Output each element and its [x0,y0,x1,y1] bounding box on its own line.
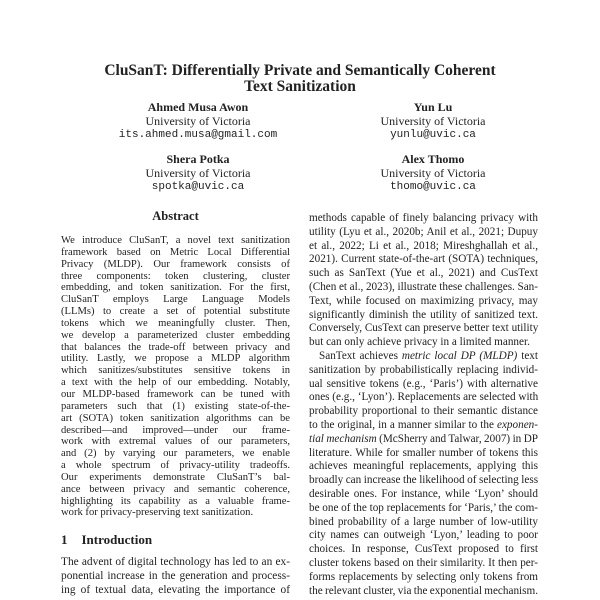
author-affiliation: University of Victoria [380,166,486,180]
text-line: methods capable of finely balancing privacy with [309,212,538,224]
text-line: ance between privacy and semantic coherence, [61,483,290,495]
author-email: yunlu@uvic.ca [390,129,476,141]
text-line: Conversely, CusText can preserve better text utility [309,322,539,335]
text-line: ing of textual data, elevating the importance of [61,583,290,596]
text-line: a whole spectrum of privacy-utility tradeoffs. [61,460,290,472]
text-line: The advent of digital technology has led to an ex- [61,556,290,568]
text-line: significantly diminish the utility of sanitized text. [309,308,538,321]
text-line: CluSanT employs Large Language Models [61,294,290,306]
author-email: thomo@uvic.ca [390,181,476,193]
text-span: text [517,349,538,362]
right-column-body [309,212,538,598]
text-line: tokens which we meaningfully cluster. Then, [61,317,290,329]
text-line: but can only achieve privacy in a limited manner. [309,336,530,349]
author-block [88,152,308,194]
author-name: Shera Potka [166,152,230,166]
section-heading [61,532,290,547]
text-line: and (2) by varying our parameters, we enable [61,448,290,460]
italic-term: exponen- [497,418,538,431]
text-line: ponential increase in the generation and process- [61,569,290,582]
author-name: Ahmed Musa Awon [147,100,249,114]
author-affiliation: University of Victoria [145,114,251,128]
text-line [309,350,538,364]
text-line: (LLMs) to create a set of potential substitute [61,306,290,318]
text-line: a text with the help of our embedding. Notably, [61,377,290,389]
paper-title-line-1: CluSanT: Differentially Private and Semantically Coherent [104,62,496,79]
text-line: our MLDP-based framework can be tuned with [61,388,290,400]
italic-term: tial mechanism [309,432,377,445]
author-affiliation: University of Victoria [380,114,486,128]
text-line: parameters such that (1) existing state-of-the- [61,400,290,412]
author-block [323,152,543,194]
section-number: 1 [61,532,68,547]
text-line: sanitization by probabilistically replacing individ- [309,363,538,376]
text-line: broadly can increase the likelihood of selecting less [309,474,539,487]
text-line: framework based on Metric Local Differential [61,246,290,258]
text-span: SanText achieves [319,349,402,362]
intro-body [61,556,290,597]
text-line [309,433,538,447]
text-line: Text, while focused on maximizing privacy, may [309,294,538,307]
text-line: described—and improved—under our frame- [61,424,290,436]
author-name: Yun Lu [413,100,453,114]
text-line: work with extremal values of our parameters, [61,436,290,448]
text-line: cluster tokens based on their similarity. It then per- [309,556,538,569]
text-line: work for privacy-preserving text sanitization. [61,507,254,519]
text-line: utility (Lyu et al., 2020b; Anil et al., 2021; Dupuy [309,225,538,238]
italic-term: metric local DP (MLDP) [401,349,518,362]
abstract-heading: Abstract [152,209,199,223]
text-line: probability proportional to their semantic distance [309,405,538,418]
text-line: three components: token clustering, cluster [61,270,290,282]
author-affiliation: University of Victoria [145,166,251,180]
text-line: bined probability of a large number of low-utility [309,515,538,528]
text-line: achieves meaningful replacements, applying this [309,460,538,473]
text-line: embedding, and token sanitization. For the first, [61,282,290,294]
text-line: which sanitizes/substitutes sensitive tokens in [61,365,290,377]
text-line: highlighting its capability as a valuable frame- [61,495,290,507]
text-line: we develop a parameterized cluster embedding [61,329,290,341]
text-line: desirable ones. For instance, while ‘Lyon’ should [309,487,538,500]
text-span: to the original, in a manner similar to the [309,418,497,431]
text-line: choices. In response, CusText proposed to first [309,543,538,556]
section-title: Introduction [81,532,153,547]
text-line: We introduce CluSanT, a novel text sanitization [61,235,290,246]
text-line: literature. While for smaller number of tokens this [309,446,538,459]
text-line: be one of the top replacements for ‘Paris,’ the com- [309,501,538,514]
author-email: spotka@uvic.ca [151,181,245,193]
text-line: ual sensitive tokens (e.g., ‘Paris’) with alternative [309,377,538,390]
author-email: its.ahmed.musa@gmail.com [118,129,278,141]
text-line: city names can outweigh ‘Lyon,’ leading to poor [309,529,538,542]
text-line: ones (e.g., ‘Lyon’). Replacements are selected with [309,391,539,404]
author-block [88,100,308,142]
author-name: Alex Thomo [401,152,465,166]
text-line [309,419,538,433]
text-line: that balances the trade-off between privacy and [61,341,290,353]
text-span: (McSherry and Talwar, 2007) in DP [376,432,538,445]
text-line: such as SanText (Yue et al., 2021) and CusText [309,267,538,280]
text-line: the relevant cluster, via the exponential mechanism. [309,584,538,597]
author-block [323,100,543,142]
text-line: et al., 2022; Li et al., 2018; Mireshghallah et al., [309,239,538,252]
text-line: Privacy (MLDP). Our framework consists of [61,258,290,270]
text-line: Our experiments demonstrate CluSanT’s bal- [61,471,290,483]
abstract-body [61,235,290,519]
text-line: 2021). Current state-of-the-art (SOTA) techniques, [309,253,538,266]
text-line: art (SOTA) token sanitization algorithms can be [61,412,290,424]
text-line: utility. Lastly, we propose a MLDP algorithm [61,353,290,365]
paper-title-line-2: Text Sanitization [244,78,356,95]
text-line: forms replacements by selecting only tokens from [309,570,538,583]
text-line: (Chen et al., 2023), illustrate these challenges. San- [309,280,538,293]
